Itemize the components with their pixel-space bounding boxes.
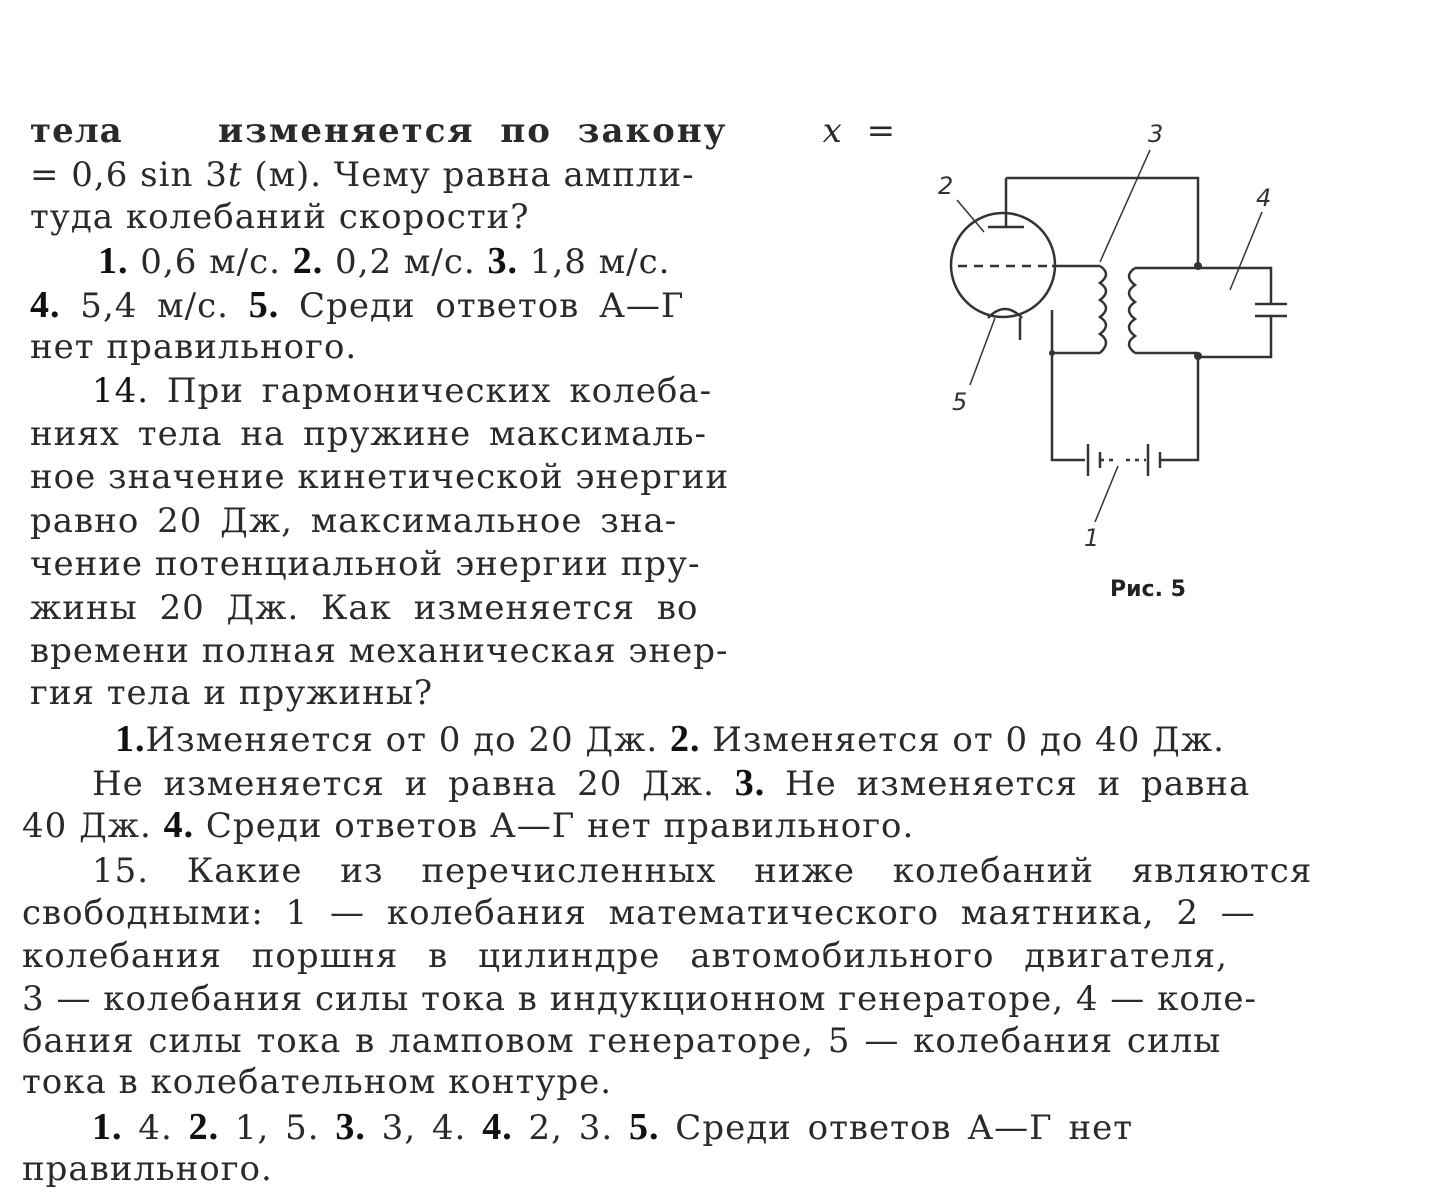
p14-opt2-text: Изменяется от 0 до 40 Дж. [700, 720, 1225, 760]
pointer-2 [957, 200, 984, 232]
p13-opt4-text: 5,4 м/с. [60, 286, 249, 326]
figure-label-4: 4 [1256, 184, 1272, 212]
p15-text-4: 3 — колебания силы тока в индукционном генераторе, 4 — коле- [22, 979, 1257, 1019]
p14-text-5: чение потенциальной энергии пру- [30, 544, 701, 584]
p14-opt2-number: 2. [669, 718, 701, 760]
p13-x-equals: x = [822, 111, 897, 151]
p13-law-text: изменяется по закону [217, 111, 728, 151]
p13-opt4-number: 4. [30, 284, 61, 326]
p14-opt3-number: 3. [734, 762, 766, 804]
figure-label-1: 1 [1084, 524, 1100, 552]
p14-opt2-cont: Не изменяется и равна 20 Дж. [92, 764, 735, 804]
p13-formula-t: t [227, 155, 243, 195]
p14-text-6: жины 20 Дж. Как изменяется во [30, 588, 699, 628]
coil-tank [1129, 268, 1135, 353]
p15-text-3: колебания поршня в цилиндре автомобильного двигателя, [22, 936, 1228, 976]
p14-number: 14. [92, 371, 150, 411]
junction-cathode [1049, 350, 1055, 356]
p13-opt3-text: 1,8 м/с. [518, 242, 671, 282]
p15-last-text: правильного. [22, 1149, 273, 1189]
p13-opt1-number: 1. [98, 240, 129, 282]
tank-wire-bottom [1198, 316, 1271, 357]
p15-opt1-number: 1. [92, 1106, 123, 1148]
coil-3 [1100, 266, 1106, 353]
p15-opt2-text: 1, 5. [219, 1108, 336, 1148]
pointer-1 [1095, 466, 1118, 522]
p15-opt3-number: 3. [335, 1106, 366, 1148]
p15-text-1: Какие из перечисленных ниже колебаний являются [149, 851, 1313, 891]
p13-word-tela: тела [30, 111, 123, 151]
p13-formula-tail: (м). Чему равна ампли- [242, 155, 695, 195]
p15-text-6: тока в колебательном контуре. [22, 1062, 613, 1102]
p14-opt1-text: Изменяется от 0 до 20 Дж. [145, 720, 670, 760]
junction-bottom [1194, 352, 1202, 360]
p14-text-2: ниях тела на пружине максималь- [30, 414, 708, 454]
p13-opt3-number: 3. [487, 240, 518, 282]
p14-text-3: ное значение кинетической энергии [30, 457, 730, 497]
p15-text-5: бания силы тока в ламповом генераторе, 5 — колебания силы [22, 1021, 1222, 1061]
cathode-wire [1052, 310, 1085, 460]
p14-opt4-number: 4. [163, 804, 195, 846]
p13-opt5-text: Среди ответов А—Г [279, 286, 685, 326]
p14-text-4: равно 20 Дж, максимальное зна- [30, 501, 678, 541]
p13-question: туда колебаний скорости? [30, 197, 530, 237]
p13-opt5-number: 5. [248, 284, 280, 326]
figure-label-3: 3 [1148, 120, 1164, 148]
figure-caption: Рис. 5 [1110, 577, 1186, 602]
p14-text-1: При гармонических колеба- [149, 371, 713, 411]
p15-opt1-text: 4. [122, 1108, 189, 1148]
p14-text-7: времени полная механическая энер- [30, 631, 729, 671]
p14-opt4-text: Среди ответов А—Г нет правильного. [194, 806, 915, 846]
p15-opt5-number: 5. [629, 1106, 660, 1148]
junction-top [1194, 262, 1202, 270]
p15-opt4-text: 2, 3. [512, 1108, 629, 1148]
p13-formula: = 0,6 sin 3 [30, 155, 228, 195]
anode-wire [1006, 178, 1198, 265]
p14-opt3-cont: 40 Дж. [22, 806, 164, 846]
pointer-4 [1230, 212, 1262, 290]
tank-wire-top [1198, 268, 1271, 304]
figure-label-2: 2 [938, 172, 954, 200]
pointer-3 [1100, 150, 1150, 262]
p14-text-8: гия тела и пружины? [30, 673, 434, 713]
p13-opt1-text: 0,6 м/с. [128, 242, 293, 282]
p15-opt5-text: Среди ответов А—Г нет [659, 1108, 1134, 1148]
p15-opt3-text: 3, 4. [365, 1108, 483, 1148]
figure-label-5: 5 [952, 388, 968, 416]
p14-opt1-number: 1. [115, 718, 146, 760]
p15-opt4-number: 4. [482, 1106, 513, 1148]
p13-opt2-text: 0,2 м/с. [323, 242, 488, 282]
p13-opt2-number: 2. [292, 240, 324, 282]
p15-opt2-number: 2. [188, 1106, 220, 1148]
p13-no-correct: нет правильного. [30, 327, 358, 367]
p14-opt3-text: Не изменяется и равна [765, 764, 1251, 804]
p15-number: 15. [92, 851, 150, 891]
pointer-5 [970, 318, 995, 385]
p15-text-2: свободными: 1 — колебания математического маятника, 2 — [22, 893, 1256, 933]
battery-return-wire [1160, 357, 1198, 460]
